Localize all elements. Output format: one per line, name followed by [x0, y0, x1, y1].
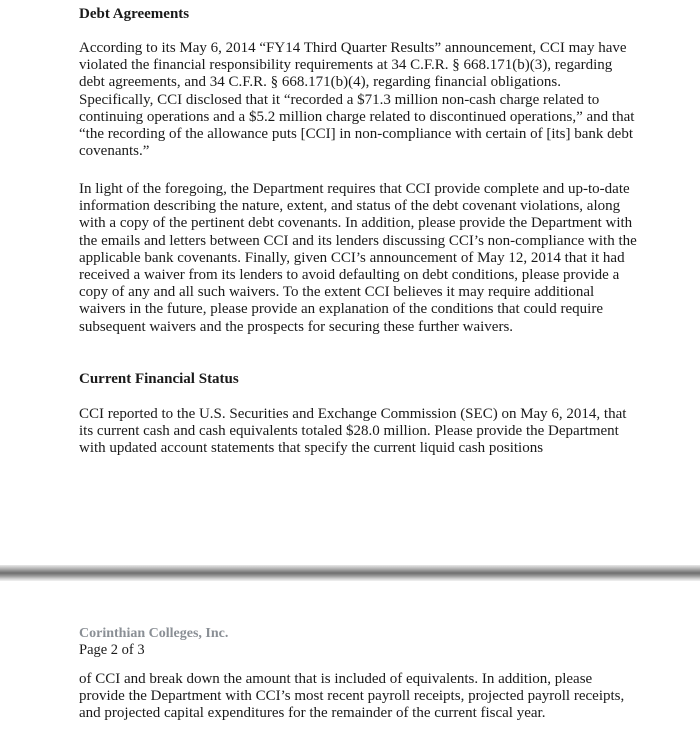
page-2-paragraph-wrap	[79, 671, 639, 723]
header-company-name: Corinthian Colleges, Inc.	[79, 626, 229, 641]
debt-agreements-section	[79, 6, 639, 23]
debt-agreements-paragraph-wrap	[79, 40, 639, 160]
page-2-header	[79, 626, 639, 658]
current-financial-status-paragraph-wrap	[79, 406, 639, 458]
page-2-paragraph-1: of CCI and break down the amount that is included of equivalents. In addition, please provide the Department with CCI’s most recent payroll receipts, projected payroll receipts, and projected capital expenditures for the remainder of the current fiscal year.	[79, 671, 625, 722]
current-financial-status-paragraph-1: CCI reported to the U.S. Securities and Exchange Commission (SEC) on May 6, 2014, that its current cash and cash equivalents totaled $28.0 million. Please provide the Department with updated account statements that specify the current liquid cash positions	[79, 406, 627, 457]
current-financial-status-heading: Current Financial Status	[79, 371, 239, 387]
debt-agreements-heading: Debt Agreements	[79, 6, 190, 22]
page-2	[0, 581, 700, 733]
debt-agreements-paragraph-1: According to its May 6, 2014 “FY14 Third Quarter Results” announcement, CCI may have violated the financial responsibility requirements at 34 C.F.R. § 668.171(b)(3), regarding debt agreements, and 34 C.F.R. § 668.171(b)(4), regarding financial obligations. Specifically, CCI disclosed that it “recorded a $71.3 million non-cash charge related to continuing operations and a $5.2 million charge related to discontinued operations,” and that “the recording of the allowance puts [CCI] in non-compliance with certain of [its] bank debt covenants.”	[79, 40, 635, 160]
header-page-number: Page 2 of 3	[79, 642, 145, 658]
current-financial-status-section	[79, 371, 639, 388]
debt-agreements-paragraph-2-wrap	[79, 181, 639, 336]
page-break-divider	[0, 565, 700, 581]
debt-agreements-paragraph-2: In light of the foregoing, the Department requires that CCI provide complete and up-to-date information describing the nature, extent, and status of the debt covenant violations, along with a copy of the pertinent debt covenants. In addition, please provide the Department with the emails and letters between CCI and its lenders discussing CCI’s non-compliance with the applicable bank covenants. Finally, given CCI’s announcement of May 12, 2014 that it had received a waiver from its lenders to avoid defaulting on debt conditions, please provide a copy of any and all such waivers. To the extent CCI believes it may require additional waivers in the future, please provide an explanation of the conditions that could require subsequent waivers and the prospects for securing these further waivers.	[79, 181, 637, 335]
